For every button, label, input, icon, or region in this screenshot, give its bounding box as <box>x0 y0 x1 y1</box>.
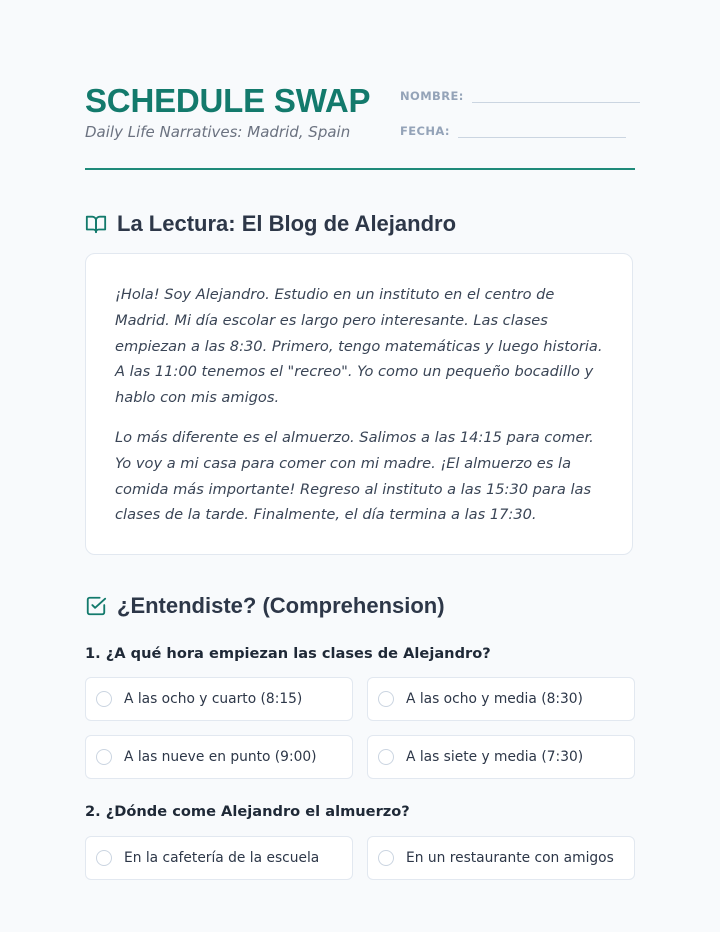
reading-heading: La Lectura: El Blog de Alejandro <box>117 211 457 236</box>
reading-paragraph: Lo más diferente es el almuerzo. Salimos a las 14:15 para comer. Yo voy a mi casa para comer con mi madre. ¡El almuerzo es la comida más importante! Regreso al instituto a las 15:30 para las clases de la tarde. Finalmente, el día termina a las 17:30. <box>115 428 594 524</box>
radio-button[interactable] <box>96 850 112 866</box>
name-input-line[interactable] <box>472 88 640 103</box>
radio-button[interactable] <box>378 691 394 707</box>
radio-button[interactable] <box>96 749 112 765</box>
book-open-icon <box>85 213 107 235</box>
page-title: SCHEDULE SWAP <box>85 82 371 119</box>
date-label: FECHA: <box>400 124 450 138</box>
answer-option[interactable] <box>367 836 635 880</box>
date-input-line[interactable] <box>458 123 626 138</box>
radio-button[interactable] <box>378 850 394 866</box>
answer-option[interactable] <box>85 677 353 721</box>
answer-option[interactable] <box>367 735 635 779</box>
radio-button[interactable] <box>378 749 394 765</box>
answer-option-label: En un restaurante con amigos <box>406 850 614 866</box>
radio-button[interactable] <box>96 691 112 707</box>
answer-option-label: A las ocho y media (8:30) <box>406 691 583 707</box>
comprehension-heading: ¿Entendiste? (Comprehension) <box>117 593 445 618</box>
answer-option-label: En la cafetería de la escuela <box>124 850 320 866</box>
comprehension-section-heading <box>85 593 445 619</box>
worksheet-header <box>85 82 635 170</box>
answer-option-label: A las ocho y cuarto (8:15) <box>124 691 303 707</box>
answer-option[interactable] <box>85 836 353 880</box>
reading-paragraph: ¡Hola! Soy Alejandro. Estudio en un instituto en el centro de Madrid. Mi día escolar es largo pero interesante. Las clases empiezan a las 8:30. Primero, tengo matemáticas y luego historia. A las 11:00 tenemos el "recreo". Yo como un pequeño bocadillo y hablo con mis amigos. <box>115 286 603 407</box>
reading-card <box>85 253 633 555</box>
answer-option-label: A las siete y media (7:30) <box>406 749 584 765</box>
answer-option-label: A las nueve en punto (9:00) <box>124 749 317 765</box>
reading-section-heading <box>85 211 456 237</box>
name-label: NOMBRE: <box>400 89 464 103</box>
question-2: 2. ¿Dónde come Alejandro el almuerzo? <box>85 803 410 820</box>
checkbox-icon <box>85 595 107 617</box>
name-field[interactable] <box>400 88 640 103</box>
answer-option[interactable] <box>367 677 635 721</box>
answer-option[interactable] <box>85 735 353 779</box>
page-subtitle: Daily Life Narratives: Madrid, Spain <box>85 123 351 141</box>
date-field[interactable] <box>400 123 626 138</box>
question-1: 1. ¿A qué hora empiezan las clases de Alejandro? <box>85 645 491 662</box>
